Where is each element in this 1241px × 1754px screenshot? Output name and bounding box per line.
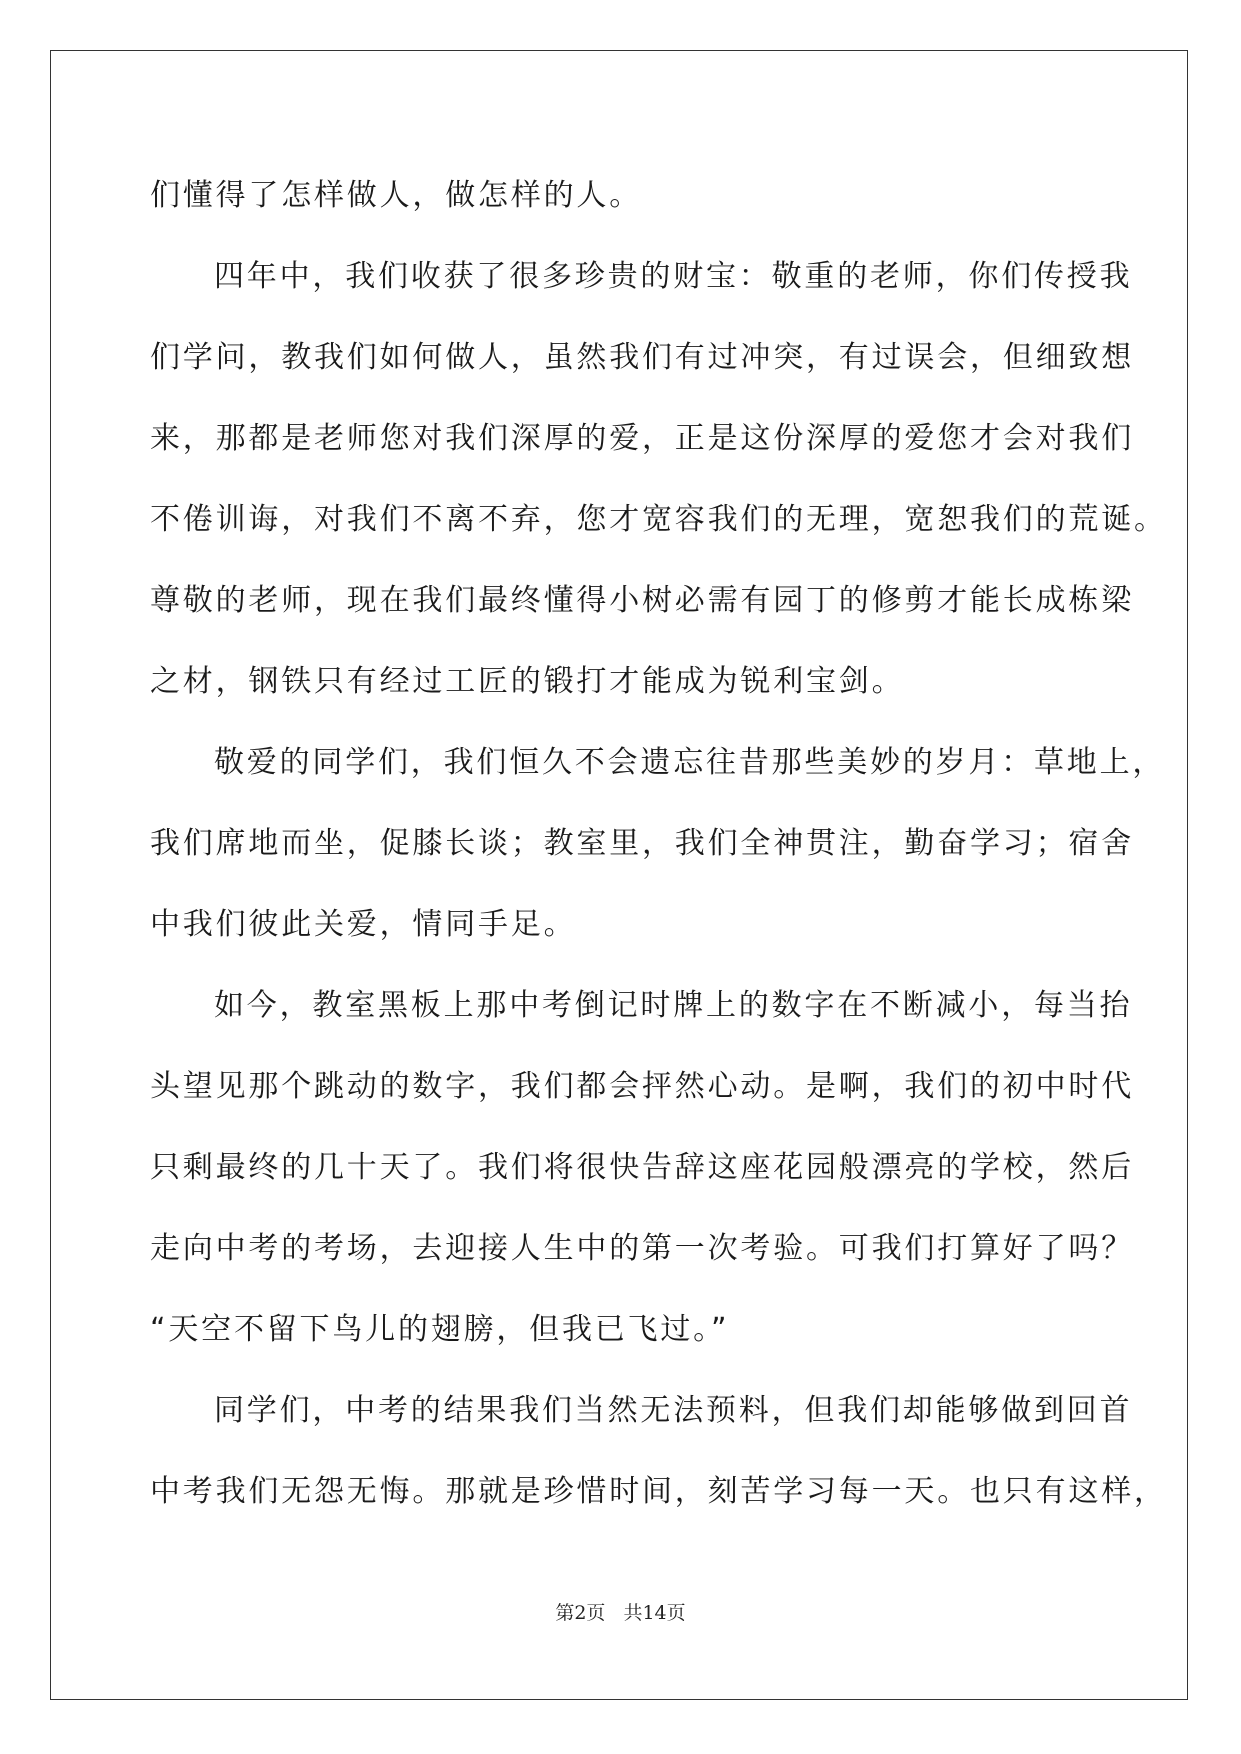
paragraph (150, 236, 1167, 722)
paragraph (150, 155, 1105, 236)
text-line: 同学们，中考的结果我们当然无法预料，但我们却能够做到回首 (214, 1393, 1133, 1428)
paragraph (150, 1370, 1167, 1532)
text-line: 头望见那个跳动的数字，我们都会抨然心动。是啊，我们的初中时代 (150, 1069, 1134, 1104)
text-line: 尊敬的老师，现在我们最终懂得小树必需有园丁的修剪才能长成栋梁 (150, 583, 1134, 618)
text-line: 四年中，我们收获了很多珍贵的财宝：敬重的老师，你们传授我 (214, 259, 1133, 294)
text-line: 敬爱的同学们，我们恒久不会遗忘往昔那些美妙的岁月：草地上， (214, 745, 1166, 780)
page-footer (0, 1598, 1241, 1625)
page-total: 共14页 (623, 1602, 686, 1624)
text-line: 不倦训诲，对我们不离不弃，您才宽容我们的无理，宽恕我们的荒诞。 (150, 502, 1167, 537)
page-number: 第2页 (555, 1602, 606, 1624)
text-line: 来，那都是老师您对我们深厚的爱，正是这份深厚的爱您才会对我们 (150, 421, 1134, 456)
text-line: 我们席地而坐，促膝长谈；教室里，我们全神贯注，勤奋学习；宿舍 (150, 826, 1134, 861)
paragraph (150, 722, 1166, 965)
text-line: 如今，教室黑板上那中考倒记时牌上的数字在不断减小，每当抬 (214, 988, 1133, 1023)
document-body (150, 155, 1167, 1532)
text-line: 之材，钢铁只有经过工匠的锻打才能成为锐利宝剑。 (150, 664, 905, 699)
text-line: 只剩最终的几十天了。我们将很快告辞这座花园般漂亮的学校，然后 (150, 1150, 1134, 1185)
text-line: 中考我们无怨无悔。那就是珍惜时间，刻苦学习每一天。也只有这样， (150, 1474, 1167, 1509)
text-line: 中我们彼此关爱，情同手足。 (150, 907, 577, 942)
text-line: 们学问，教我们如何做人，虽然我们有过冲突，有过误会，但细致想 (150, 340, 1134, 375)
text-line: “天空不留下鸟儿的翅膀，但我已飞过。” (150, 1312, 730, 1347)
text-line: 走向中考的考场，去迎接人生中的第一次考验。可我们打算好了吗？ (150, 1231, 1134, 1266)
text-line: 们懂得了怎样做人，做怎样的人。 (150, 178, 642, 213)
paragraph (150, 965, 1134, 1370)
